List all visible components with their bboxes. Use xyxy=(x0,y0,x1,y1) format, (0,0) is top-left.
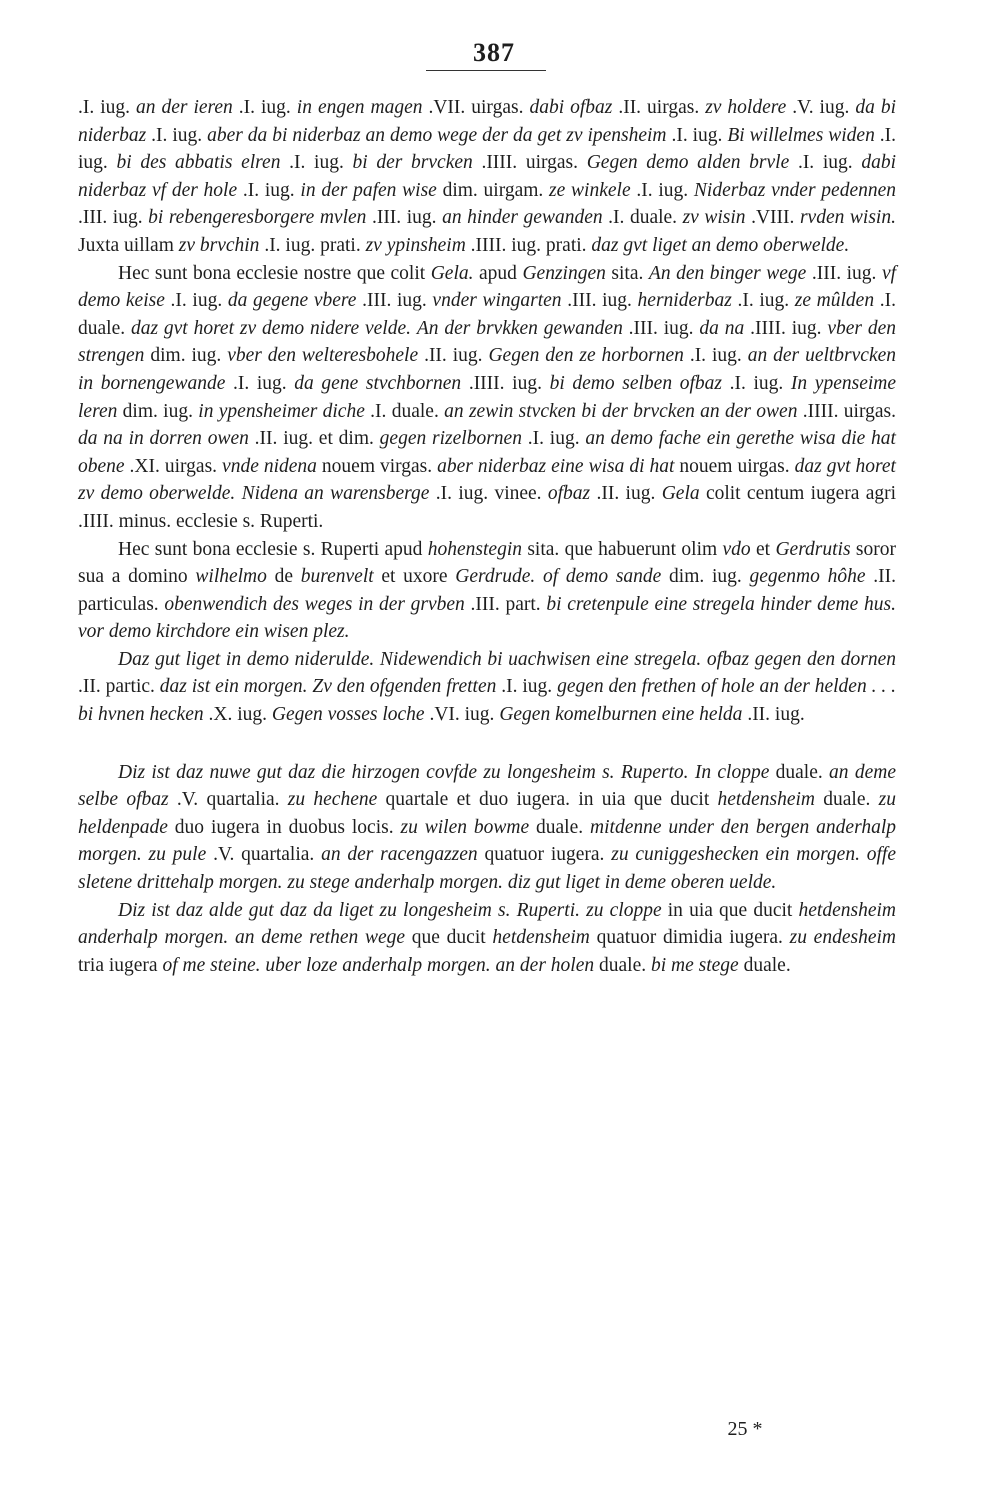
text-run: .IIII. iug. xyxy=(744,317,828,339)
page-number: 387 xyxy=(473,38,515,67)
text-run: colit centum iugera agri .IIII. minus. ecclesie s. Ruperti. xyxy=(78,483,897,532)
italic-text-run: Niderbaz vnder pedennen xyxy=(693,179,897,201)
italic-text-run: zv brvchin xyxy=(178,234,260,256)
italic-text-run: zu heldenpade xyxy=(78,789,896,838)
italic-text-run: da gegene vbere xyxy=(227,290,357,312)
italic-text-run: of demo sande xyxy=(542,566,662,588)
text-run: .III. iug. xyxy=(78,207,149,229)
italic-text-run: ze mûlden xyxy=(794,290,875,312)
italic-text-run: da bi niderbaz xyxy=(78,97,896,146)
text-run: .III. iug. xyxy=(366,207,443,229)
text-run: dim. iug. xyxy=(661,566,750,588)
italic-text-run: aber da bi niderbaz an demo wege der da get zv ipensheim xyxy=(207,124,667,146)
text-run xyxy=(142,844,149,865)
italic-text-run: An der brvkken gewanden xyxy=(416,317,623,339)
text-run: .II. uirgas. xyxy=(612,97,706,118)
italic-text-run: vf demo keise xyxy=(78,262,897,312)
italic-text-run: rvden wisin. xyxy=(799,207,896,229)
text-run: .VIII. xyxy=(745,207,800,229)
text-run: .I. duale. xyxy=(602,207,683,229)
text-run: et xyxy=(750,538,776,560)
text-run: .II. particulas. xyxy=(78,566,896,615)
text-run: .II. iug. xyxy=(590,483,662,505)
text-run: .I. iug. xyxy=(78,97,136,118)
italic-text-run: in der pafen wise xyxy=(300,179,437,201)
italic-text-run: da na in dorren owen xyxy=(78,428,249,450)
italic-text-run: zu wilen bowme xyxy=(400,816,530,838)
text-run: .I. iug. xyxy=(232,97,297,118)
italic-text-run: zu endesheim xyxy=(789,927,896,949)
text-run: .I. iug. xyxy=(731,290,795,312)
text-run: .I. iug. prati. xyxy=(259,234,366,256)
text-run: .I. iug. xyxy=(496,676,558,698)
italic-text-run: Daz gut liget in demo niderulde. xyxy=(118,648,375,670)
italic-text-run: Nidewendich bi uachwisen eine stregela. xyxy=(379,648,702,670)
text-run: quartale et duo iugera. in uia que ducit xyxy=(377,789,718,811)
text-run: .II. iug. et dim. xyxy=(248,428,380,450)
text-run: .II. iug. xyxy=(742,704,805,726)
italic-text-run: bi rebengeresborgere mvlen xyxy=(148,207,367,229)
text-run: .I. iug. vinee. xyxy=(429,483,548,505)
italic-text-run: In cloppe xyxy=(694,761,770,783)
text-run: dim. iug. xyxy=(117,400,199,422)
italic-text-run: Gegen komelburnen eine helda xyxy=(499,704,743,726)
italic-text-run: an zewin stvcken bi der brvcken an der owen xyxy=(444,400,798,422)
paragraph xyxy=(78,759,896,897)
italic-text-run: An den binger wege xyxy=(648,262,807,284)
text-run: de xyxy=(266,566,301,588)
text-run: sita. que habuerunt olim xyxy=(521,538,723,560)
italic-text-run: hohenstegin xyxy=(427,538,522,560)
italic-text-run: zv ypinsheim xyxy=(365,234,466,256)
text-run: duale. xyxy=(594,954,651,976)
italic-text-run: gegenmo hôhe xyxy=(749,566,866,588)
italic-text-run: vnde nidena xyxy=(222,455,317,477)
text-run: .VI. iug. xyxy=(424,704,500,726)
italic-text-run: bi demo selben ofbaz xyxy=(549,372,722,394)
text-run: .V. iug. xyxy=(786,97,856,118)
italic-text-run: mitdenne under den bergen anderhalp morgen. xyxy=(78,816,896,866)
document-body xyxy=(78,94,896,979)
italic-text-run: Diz ist daz alde gut daz da liget zu longesheim s. Ruperti. xyxy=(118,899,580,921)
text-run: dim. uirgam. xyxy=(436,179,550,201)
paragraph xyxy=(78,897,896,980)
italic-text-run: Gela. xyxy=(430,262,474,284)
text-run: duale. xyxy=(738,954,791,976)
italic-text-run: zv wisin xyxy=(682,207,746,229)
text-run: que ducit xyxy=(405,927,493,949)
text-run: .II. partic. xyxy=(78,676,160,698)
italic-text-run: an der racengazzen xyxy=(321,844,478,866)
paragraph xyxy=(78,260,896,536)
text-run: quatuor iugera. xyxy=(477,844,612,866)
text-run: .IIII. iug. prati. xyxy=(465,234,592,256)
italic-text-run: bi me stege xyxy=(650,954,739,976)
text-run: .I. iug. xyxy=(683,345,748,367)
paragraph xyxy=(78,94,896,260)
italic-text-run: zu cloppe xyxy=(586,899,662,921)
text-run: .III. iug. xyxy=(356,290,433,312)
text-run: .I. iug. xyxy=(237,179,301,201)
text-run: .I. iug. xyxy=(78,124,897,174)
italic-text-run: dabi ofbaz xyxy=(529,97,613,118)
italic-text-run: bi cretenpule eine stregela hinder deme hus. vor demo kirchdore ein wisen plez. xyxy=(78,593,896,643)
text-run: apud xyxy=(473,262,523,284)
italic-text-run: herniderbaz xyxy=(637,290,732,312)
header-rule xyxy=(426,70,546,71)
text-run: dim. iug. xyxy=(144,345,228,367)
italic-text-run: an hinder gewanden xyxy=(442,207,603,229)
text-run: .I. iug. xyxy=(789,152,862,174)
text-run: et uxore xyxy=(373,566,456,588)
italic-text-run: Diz ist daz nuwe gut daz die hirzogen covfde zu longesheim s. Ruperto. xyxy=(118,761,689,783)
text-run: sita. xyxy=(605,262,649,284)
italic-text-run: vnder wingarten xyxy=(432,290,562,312)
text-run: duale. xyxy=(529,816,591,838)
italic-text-run: burenvelt xyxy=(300,566,374,588)
italic-text-run: obenwendich des weges in der grvben xyxy=(164,593,465,615)
italic-text-run: zu cuniggeshecken ein morgen. offe sletene drittehalp morgen. zu stege anderhalp morgen. diz gut liget in deme oberen uelde. xyxy=(78,844,897,894)
italic-text-run: an der ieren xyxy=(136,97,233,118)
text-run: .I. duale. xyxy=(364,400,445,422)
text-run: .I. duale. xyxy=(78,290,896,339)
italic-text-run: Gegen demo alden brvle xyxy=(586,152,790,174)
text-run: .III. part. xyxy=(464,593,547,615)
italic-text-run: wilhelmo xyxy=(195,566,267,588)
text-run: .X. iug. xyxy=(203,704,272,726)
text-run: .I. iug. xyxy=(225,372,295,394)
text-run: .V. quartalia. xyxy=(168,789,288,811)
italic-text-run: gegen rizelbornen xyxy=(379,428,522,450)
text-run: .XI. uirgas. xyxy=(124,455,223,477)
text-run: Hec sunt bona ecclesie s. Ruperti apud xyxy=(118,538,428,560)
italic-text-run: vdo xyxy=(722,538,751,560)
text-run: duo iugera in duobus locis. xyxy=(167,816,401,838)
paragraph xyxy=(78,646,896,729)
italic-text-run: zv holdere xyxy=(705,97,787,118)
text-run: .IIII. iug. xyxy=(461,372,550,394)
italic-text-run: daz gvt horet zv demo nidere velde. xyxy=(130,317,411,339)
italic-text-run: hetdensheim xyxy=(717,789,816,811)
italic-text-run: gegen den frethen of hole an der helden . . . bi hvnen hecken xyxy=(78,676,896,726)
text-run: .III. iug. xyxy=(561,290,638,312)
italic-text-run: Bi willelmes widen xyxy=(727,124,875,146)
italic-text-run: vber den strengen xyxy=(78,317,896,367)
text-run: .IIII. uirgas. xyxy=(797,400,896,422)
italic-text-run: Gegen den ze horbornen xyxy=(488,345,684,367)
italic-text-run: Gela xyxy=(661,483,700,505)
text-run: nouem uirgas. xyxy=(674,455,795,477)
italic-text-run: Genzingen xyxy=(522,262,606,284)
italic-text-run: hetdensheim xyxy=(492,927,590,949)
italic-text-run: da na xyxy=(699,317,745,339)
text-run: .I. iug. xyxy=(164,290,228,312)
italic-text-run: an deme selbe ofbaz xyxy=(78,761,896,811)
text-run: .VII. uirgas. xyxy=(422,97,530,118)
italic-text-run: Gerdrutis xyxy=(775,538,851,560)
text-run: in uia que ducit xyxy=(661,899,799,921)
italic-text-run: bi des abbatis elren xyxy=(116,152,281,174)
italic-text-run: ofbaz gegen den dornen xyxy=(706,648,897,670)
text-run: .I. iug. xyxy=(630,179,694,201)
italic-text-run: in engen magen xyxy=(296,97,423,118)
italic-text-run: Gegen vosses loche xyxy=(271,704,425,726)
text-run: Juxta uillam xyxy=(78,234,179,256)
text-run: .V. quartalia. xyxy=(206,844,322,866)
italic-text-run: In ypenseime leren xyxy=(78,372,897,422)
italic-text-run: vber den welteresbohele xyxy=(227,345,419,367)
text-run: duale. xyxy=(815,789,879,811)
text-run: .III. iug. xyxy=(806,262,882,284)
italic-text-run: an deme rethen wege xyxy=(235,927,406,949)
italic-text-run: dabi niderbaz vf der hole xyxy=(78,152,897,201)
text-run: tria iugera xyxy=(78,954,163,976)
text-run: .III. iug. xyxy=(622,317,700,339)
italic-text-run: of me steine. uber loze anderhalp morgen. an der holen xyxy=(162,954,595,976)
text-run: .I. iug. xyxy=(146,124,208,146)
text-run: .I. iug. xyxy=(666,124,728,146)
italic-text-run: zu hechene xyxy=(287,789,378,811)
text-run: Hec sunt bona ecclesie nostre que colit xyxy=(118,262,431,284)
italic-text-run: Gerdrude. xyxy=(455,566,536,588)
text-run: .IIII. uirgas. xyxy=(472,152,587,174)
italic-text-run: an der ueltbrvcken in bornengewande xyxy=(78,345,897,394)
italic-text-run: ofbaz xyxy=(547,483,591,505)
text-run: .I. iug. xyxy=(280,152,353,174)
text-run: soror sua a domino xyxy=(78,538,896,588)
signature-mark: 25 * xyxy=(727,1418,763,1440)
text-run xyxy=(535,566,543,587)
text-run: .II. iug. xyxy=(418,345,489,367)
italic-text-run: daz ist ein morgen. xyxy=(159,676,308,698)
italic-text-run: in ypensheimer diche xyxy=(198,400,365,422)
text-run: nouem virgas. xyxy=(316,455,438,477)
italic-text-run: aber niderbaz eine wisa di hat xyxy=(437,455,675,477)
italic-text-run: ze winkele xyxy=(549,179,631,201)
italic-text-run: daz gvt horet zv demo oberwelde. xyxy=(78,455,896,505)
italic-text-run: Nidena an warensberge xyxy=(241,483,430,505)
text-run: duale. xyxy=(769,761,830,783)
italic-text-run: hetdensheim anderhalp morgen. xyxy=(78,899,896,949)
italic-text-run: zu pule xyxy=(148,844,207,866)
text-run: .I. iug. xyxy=(521,428,586,450)
text-run: quatuor dimidia iugera. xyxy=(589,927,790,949)
italic-text-run: bi der brvcken xyxy=(352,152,473,174)
italic-text-run: daz gvt liget an demo oberwelde. xyxy=(591,234,850,256)
italic-text-run: Zv den ofgenden fretten xyxy=(312,676,497,698)
paragraph xyxy=(78,536,896,646)
italic-text-run: da gene stvchbornen xyxy=(294,372,462,394)
text-run: .I. iug. xyxy=(721,372,791,394)
italic-text-run: an demo fache ein gerethe wisa die hat obene xyxy=(78,428,896,477)
